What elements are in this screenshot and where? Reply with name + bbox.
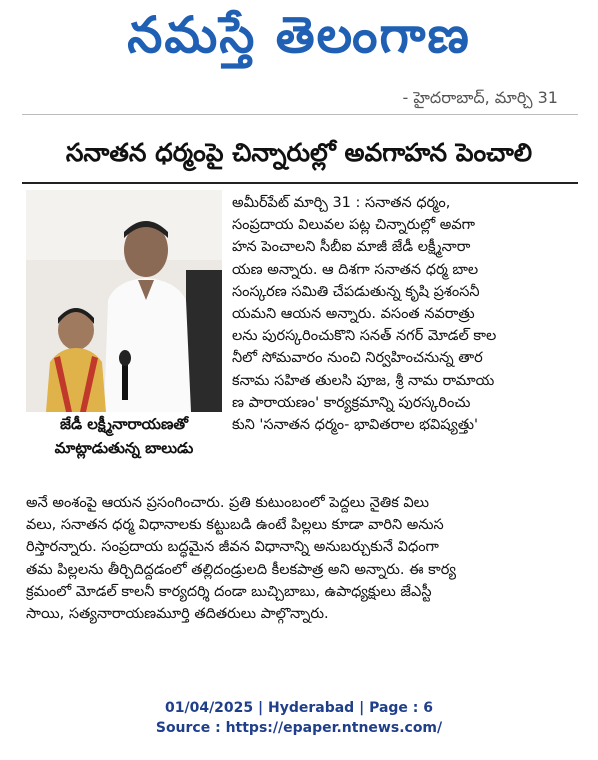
text-line: యణ అన్నారు. ఆ దిశగా సనాతన ధర్మ బాల xyxy=(232,261,479,278)
text-line: ణ పారాయణం' కార్యక్రమాన్ని పురస్కరించు xyxy=(232,394,471,411)
divider xyxy=(22,182,578,184)
source-link[interactable]: Source : https://epaper.ntnews.com/ xyxy=(155,720,443,736)
divider xyxy=(22,114,578,115)
text-line: సంప్రదాయ విలువల పట్ల చిన్నారుల్లో అవగా xyxy=(232,217,475,234)
article-headline: సనాతన ధర్మంపై చిన్నారుల్లో అవగాహన పెంచాలి xyxy=(65,138,533,167)
photo-caption xyxy=(26,412,222,482)
dateline: - హైదరాబాద్, మార్చి 31 xyxy=(402,88,558,107)
text-line: లను పురస్కరించుకొని సనత్ నగర్ మోడల్ కాల xyxy=(232,328,497,345)
text-line: యమని ఆయన అన్నారు. వసంత నవరాత్రు xyxy=(232,306,475,323)
text-line: కుని 'సనాతన ధర్మం- భావితరాల భవిష్యత్తు' xyxy=(232,417,479,434)
text-line: నీలో సోమవారం నుంచి నిర్వహించనున్న తార xyxy=(232,350,483,367)
edition-info: 01/04/2025 | Hyderabad | Page : 6 xyxy=(164,700,434,716)
text-line: తమ పిల్లలను తీర్చిదిద్దడంలో తల్లిదండ్రులది కీలకపాత్ర అని అన్నారు. ఈ కార్య xyxy=(26,561,456,578)
text-line: అనే అంశంపై ఆయన ప్రసంగించారు. ప్రతి కుటుంబంలో పెద్దలు నైతిక విలు xyxy=(26,495,429,511)
newspaper-logo: నమస్తే తెలంగాణ xyxy=(127,6,471,64)
text-line: క్రమంలో మోడల్ కాలనీ కార్యదర్శి దండా బుచ్చిబాబు, ఉపాధ్యక్షులు జేఎస్టీ xyxy=(26,583,432,600)
text-line: కనామ సహిత తులసి పూజ, శ్రీ నామ రామాయ xyxy=(232,372,495,389)
article-photo xyxy=(26,190,222,412)
caption-line: మాట్లాడుతున్న బాలుడు xyxy=(54,439,194,457)
caption-line: జేడీ లక్ష్మీనారాయణతో xyxy=(59,415,188,433)
photo-illustration xyxy=(26,190,222,412)
text-line: సంస్కరణ సమితి చేపడుతున్న కృషి ప్రశంసనీ xyxy=(232,283,480,300)
text-line: సాయి, సత్యనారాయణమూర్తి తదితరులు పాల్గొన్నారు. xyxy=(26,606,329,623)
text-line: అమీర్‌పేట్ మార్చి 31 : సనాతన ధర్మం, xyxy=(232,195,451,211)
text-line: రిస్తారన్నారు. సంప్రదాయ బద్ధమైన జీవన విధానాన్ని అనుబర్చుకునే విధంగా xyxy=(26,539,439,556)
text-line: వలు, సనాతన ధర్మ విధానాలకు కట్టుబడి ఉంటే పిల్లలు కూడా వారిని అనుస xyxy=(26,517,444,534)
text-line: హన పెంచాలని సీబీఐ మాజీ జేడీ లక్ష్మీనారా xyxy=(232,239,471,256)
article-body-column xyxy=(232,192,578,436)
masthead xyxy=(0,0,598,80)
article-body-full xyxy=(26,492,578,625)
